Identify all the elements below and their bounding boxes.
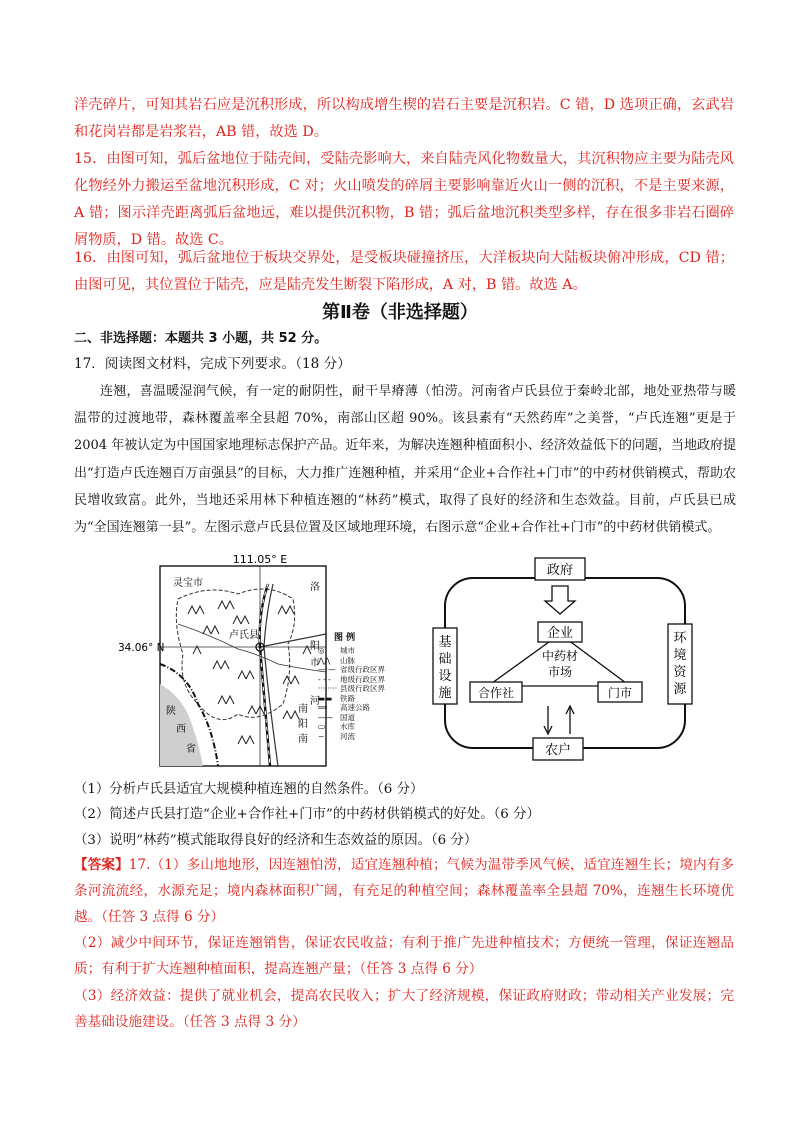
legend-item xyxy=(318,656,398,666)
sub-question-1: （1）分析卢氏县适宜大规模种植连翘的自然条件。（6 分） xyxy=(74,782,424,797)
label-cooperative: 合作社 xyxy=(477,686,515,700)
legend-label: 地级行政区界 xyxy=(340,674,385,684)
vertical-char: 资 xyxy=(673,665,687,680)
supply-model-diagram xyxy=(430,556,695,766)
legend-symbol-icon: ▭ xyxy=(318,722,326,731)
label-lingbao: 灵宝市 xyxy=(173,578,203,589)
vertical-char: 基 xyxy=(438,635,452,650)
legend-symbol-icon: - - - xyxy=(318,674,331,684)
legend-label: 山脉 xyxy=(340,655,355,665)
answer-17-2: （2）减少中间环节，保证连翘销售，保证农民收益；有利于推广先进种植技术；方便统一管理，保证连翘品质；有利于扩大连翘种植面积，提高连翘产量；（任答 3 点得 6 分） xyxy=(74,935,734,977)
question-17-stem: 17．阅读图文材料，完成下列要求。（18 分） xyxy=(74,356,351,372)
label-yang: 阳 xyxy=(310,641,320,652)
legend-items xyxy=(318,646,398,741)
label-store: 门市 xyxy=(607,686,633,700)
answer-17-part2 xyxy=(74,930,734,982)
label-government: 政府 xyxy=(546,563,574,578)
label-sheng: 省 xyxy=(186,744,196,755)
answer-14-tail: 洋壳碎片，可知其岩石应是沉积形成，所以构成增生楔的岩石主要是沉积岩。C 错，D 选项正确，玄武岩和花岗岩都是岩浆岩，AB 错，故选 D。 xyxy=(74,97,734,140)
legend-label: 高速公路 xyxy=(340,703,370,712)
answer-block-15 xyxy=(74,146,734,254)
legend-item xyxy=(318,722,398,732)
vertical-char: 设 xyxy=(438,669,452,684)
material-text: 连翘，喜温暖湿润气候，有一定的耐阴性，耐干旱瘠薄（怕涝。河南省卢氏县位于秦岭北部，地处亚热带与暖温带的过渡地带，森林覆盖率全县超 70%，南部山区超 90%。该县素有“天然药库”之美誉，“卢氏连翘”更是于 2004 年被认定为中国国家地理标志保护产品。近年来，为解决连翘种植面积小、经济效益低下的问题，当地政府提出“打造卢氏连翘百万亩强县”的目标，大力推广连翘种植，并采用“企业+合作社+门市”的中药材供销模式，帮助农民增收致富。此外，当地还采用林下种植连翘的“林药”模式，取得了良好的经济和生态效益。目前，卢氏县已成为“全国连翘第一县”。左图示意卢氏县位置及区域地理环境，右图示意“企业+合作社+门市”的中药材供销模式。 xyxy=(74,384,736,536)
legend-title: 图 例 xyxy=(334,633,356,643)
label-lushi: 卢氏县 xyxy=(229,630,259,641)
legend-label: 铁路 xyxy=(340,693,355,703)
answer-label: 【答案】 xyxy=(74,857,129,873)
label-luo: 洛 xyxy=(310,582,320,593)
label-xi: 西 xyxy=(176,724,186,735)
legend-item xyxy=(318,713,398,723)
answer-block-16 xyxy=(74,245,734,299)
label-enterprise: 企业 xyxy=(546,626,574,641)
label-shaan: 陕 xyxy=(166,706,176,717)
legend-symbol-icon: ∽ xyxy=(318,731,325,741)
answer-block-14-tail xyxy=(74,92,734,146)
answer-17-3: （3）经济效益：提供了就业机会，提高农民收入；扩大了经济规模，保证政府财政；带动相关产业发展；完善基础设施建设。（任答 3 点得 3 分） xyxy=(74,988,734,1030)
legend-symbol-icon: —— xyxy=(318,712,333,722)
legend-item xyxy=(318,646,398,656)
legend-symbol-icon: ▬▬ xyxy=(318,693,333,703)
legend-item xyxy=(318,703,398,713)
diagram-svg xyxy=(430,556,695,766)
label-nan2: 南 xyxy=(298,734,308,745)
section-header: 二、非选择题：本题共 3 小题，共 52 分。 xyxy=(74,331,328,346)
legend-symbol-icon: ⋀⋀ xyxy=(318,655,331,665)
lat-label: 34.06° N xyxy=(118,642,165,654)
label-he: 河 xyxy=(310,696,320,707)
city-dot xyxy=(259,646,262,649)
answer-17-part3 xyxy=(74,983,734,1035)
legend-item xyxy=(318,694,398,704)
legend-label: 省级行政区界 xyxy=(340,665,385,674)
legend-label: 城市 xyxy=(340,646,355,655)
lushi-map-svg xyxy=(118,554,333,769)
answer-17-1: 17.（1）多山地地形，因连翘怕涝，适宜连翘种植；气候为温带季风气候，适宜连翘生长；境内有多条河流流经，水源充足；境内森林面积广阔，有充足的种植空间；森林覆盖率全县超 70%，连翘生长环境优越。（任答 3 点得 6 分） xyxy=(74,857,735,925)
answer-15: 15．由图可知，弧后盆地位于陆壳间，受陆壳影响大，来自陆壳风化物数量大，其沉积物应主要为陆壳风化物经外力搬运至盆地沉积形成，C 对；火山喷发的碎屑主要影响靠近火山一侧的沉积，不是主要来源，A 错；图示洋壳距离弧后盆地远，难以提供沉积物，B 错；弧后盆地沉积类型多样，存在很多非岩石圈碎屑物质，D 错。故选 C。 xyxy=(74,151,734,248)
label-yang2: 阳 xyxy=(298,719,308,730)
legend-item xyxy=(318,732,398,742)
part2-title: 第Ⅱ卷（非选择题） xyxy=(322,302,478,323)
sub-question-2: （2）简述卢氏县打造“企业+合作社+门市”的中药材供销模式的好处。（6 分） xyxy=(74,807,540,822)
label-market-line2: 市场 xyxy=(547,665,573,679)
legend-label: 水库 xyxy=(340,722,355,731)
legend-label: 河流 xyxy=(340,731,355,741)
label-market-line1: 中药材 xyxy=(541,649,579,663)
lushi-map xyxy=(118,554,333,769)
answer-17-part1 xyxy=(74,852,734,930)
legend-symbol-icon: ········ xyxy=(318,684,338,693)
vertical-char: 源 xyxy=(673,682,687,697)
vertical-char: 境 xyxy=(673,648,687,663)
legend-item xyxy=(318,684,398,694)
legend-symbol-icon: ══ xyxy=(318,703,328,712)
legend-label: 县级行政区界 xyxy=(340,684,385,693)
label-nan: 南 xyxy=(298,704,308,715)
answer-16: 16．由图可知，弧后盆地位于板块交界处，是受板块碰撞挤压，大洋板块向大陆板块俯冲形成，CD 错；由图可见，其位置位于陆壳，应是陆壳发生断裂下陷形成，A 对，B 错。故选 A。 xyxy=(74,250,734,293)
legend-symbol-icon: —·— xyxy=(318,665,336,674)
label-farmer: 农户 xyxy=(544,743,572,758)
legend-symbol-icon: ◎ xyxy=(318,646,325,655)
legend-item xyxy=(318,675,398,685)
sub-question-3: （3）说明“林药”模式能取得良好的经济和生态效益的原因。（6 分） xyxy=(74,833,478,848)
vertical-char: 施 xyxy=(438,686,452,701)
legend-label: 国道 xyxy=(340,712,355,722)
question-17-material xyxy=(74,378,736,541)
lon-label: 111.05° E xyxy=(232,554,288,566)
legend-item xyxy=(318,665,398,675)
down-arrow xyxy=(545,586,575,614)
vertical-char: 环 xyxy=(673,631,687,646)
vertical-char: 础 xyxy=(438,652,452,667)
label-shi: 市 xyxy=(310,658,320,669)
map-legend xyxy=(318,630,398,770)
